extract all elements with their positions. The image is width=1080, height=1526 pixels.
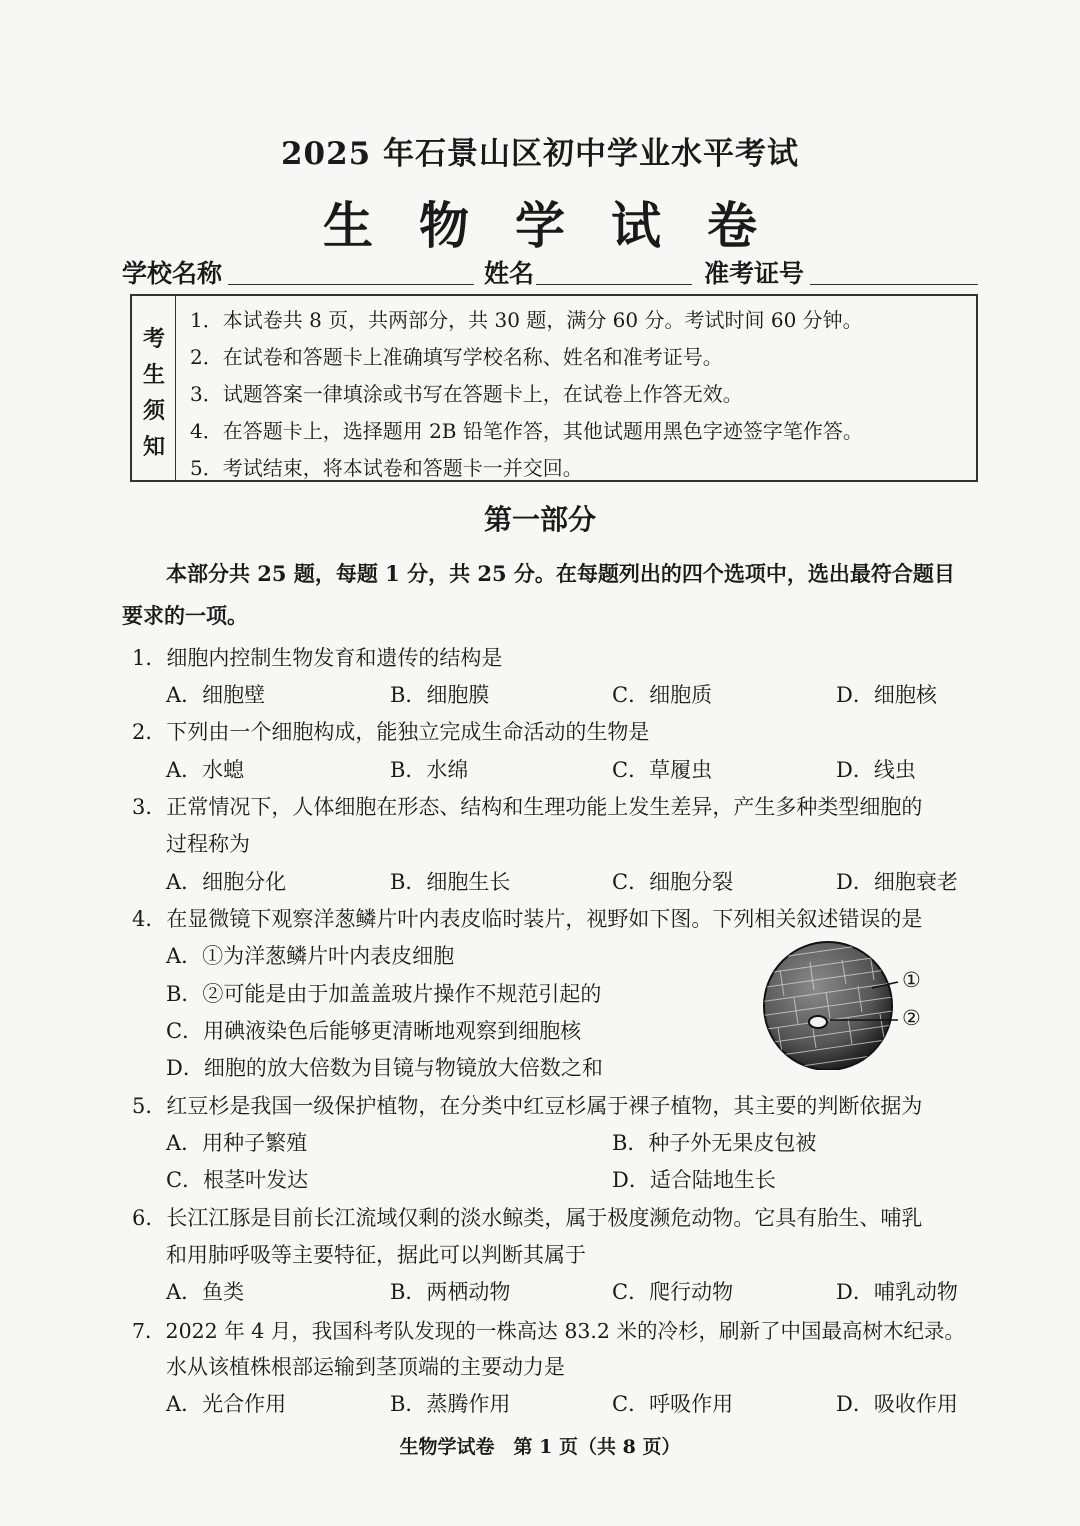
notice-side-label	[132, 296, 176, 480]
page-footer: 生物学试卷 第 1 页（共 8 页）	[399, 1436, 681, 1458]
question-stem: 6．长江江豚是目前长江流域仅剩的淡水鲸类，属于极度濒危动物。它具有胎生、哺乳	[132, 1206, 923, 1230]
option-b: B．蒸腾作用	[390, 1392, 511, 1416]
notice-item: 3．试题答案一律填涂或书写在答题卡上，在试卷上作答无效。	[190, 382, 743, 406]
option-d: D．细胞的放大倍数为目镜与物镜放大倍数之和	[166, 1056, 603, 1080]
option-b: B．细胞生长	[390, 870, 511, 894]
option-d: D．哺乳动物	[836, 1280, 958, 1304]
name-field[interactable]	[536, 284, 692, 285]
option-a: A．用种子繁殖	[166, 1131, 308, 1155]
question-stem-cont: 水从该植株根部运输到茎顶端的主要动力是	[166, 1355, 565, 1379]
option-d: D．吸收作用	[836, 1392, 958, 1416]
option-d: D．线虫	[836, 758, 916, 782]
option-a: A．鱼类	[166, 1280, 245, 1304]
option-a: A．细胞分化	[166, 870, 287, 894]
notice-side-char: 考	[142, 326, 165, 352]
ticket-label: 准考证号	[704, 259, 805, 288]
school-field[interactable]	[228, 284, 474, 285]
option-c: C．爬行动物	[612, 1280, 734, 1304]
option-a: A．水螅	[166, 758, 245, 782]
option-b: B．②可能是由于加盖盖玻片操作不规范引起的	[166, 982, 602, 1006]
question-stem: 5．红豆杉是我国一级保护植物，在分类中红豆杉属于裸子植物，其主要的判断依据为	[132, 1094, 923, 1118]
school-label: 学校名称	[122, 259, 223, 288]
question-stem: 4．在显微镜下观察洋葱鳞片叶内表皮临时装片，视野如下图。下列相关叙述错误的是	[132, 907, 923, 931]
notice-item: 4．在答题卡上，选择题用 2B 铅笔作答，其他试题用黑色字迹签字笔作答。	[190, 419, 863, 443]
exam-subject: 生物学试卷	[323, 196, 803, 255]
option-d: D．细胞衰老	[836, 870, 958, 894]
student-info	[122, 250, 978, 290]
microscope-field-figure	[760, 940, 1000, 1070]
option-d: D．细胞核	[836, 683, 937, 707]
option-c: C．呼吸作用	[612, 1392, 734, 1416]
option-b: B．种子外无果皮包被	[612, 1131, 817, 1155]
air-bubble-icon	[809, 1016, 827, 1028]
section-intro: 要求的一项。	[122, 603, 248, 628]
exam-notice	[130, 294, 978, 482]
option-a: A．光合作用	[166, 1392, 287, 1416]
figure-label-2: ②	[902, 1006, 921, 1030]
microscope-field-svg	[760, 940, 1000, 1070]
notice-item: 5．考试结束，将本试卷和答题卡一并交回。	[190, 456, 583, 480]
option-c: C．细胞分裂	[612, 870, 734, 894]
section-intro: 本部分共 25 题，每题 1 分，共 25 分。在每题列出的四个选项中，选出最符合题目	[166, 561, 955, 586]
exam-title: 2025 年石景山区初中学业水平考试	[280, 136, 800, 172]
question-stem: 3．正常情况下，人体细胞在形态、结构和生理功能上发生差异，产生多种类型细胞的	[132, 795, 923, 819]
question-stem-cont: 和用肺呼吸等主要特征，据此可以判断其属于	[166, 1243, 586, 1267]
question-stem-cont: 过程称为	[166, 832, 250, 856]
option-a: A．①为洋葱鳞片叶内表皮细胞	[166, 944, 455, 968]
section-title: 第一部分	[483, 503, 596, 536]
name-label: 姓名	[484, 259, 535, 288]
question-stem: 1．细胞内控制生物发育和遗传的结构是	[132, 646, 503, 670]
option-b: B．两栖动物	[390, 1280, 511, 1304]
option-d: D．适合陆地生长	[612, 1168, 776, 1192]
notice-item: 2．在试卷和答题卡上准确填写学校名称、姓名和准考证号。	[190, 345, 723, 369]
option-c: C．根茎叶发达	[166, 1168, 309, 1192]
option-a: A．细胞壁	[166, 683, 266, 707]
notice-side-char: 生	[142, 362, 165, 388]
option-c: C．用碘液染色后能够更清晰地观察到细胞核	[166, 1019, 582, 1043]
option-c: C．细胞质	[612, 683, 713, 707]
notice-side-char: 须	[142, 398, 165, 424]
question-stem: 7．2022 年 4 月，我国科考队发现的一株高达 83.2 米的冷杉，刷新了中国最高树木纪录。	[132, 1319, 965, 1343]
figure-label-1: ①	[902, 968, 921, 992]
option-b: B．水绵	[390, 758, 469, 782]
ticket-field[interactable]	[810, 284, 978, 285]
question-stem: 2．下列由一个细胞构成，能独立完成生命活动的生物是	[132, 720, 650, 744]
option-b: B．细胞膜	[390, 683, 490, 707]
option-c: C．草履虫	[612, 758, 713, 782]
notice-side-char: 知	[142, 434, 165, 460]
notice-item: 1．本试卷共 8 页，共两部分，共 30 题，满分 60 分。考试时间 60 分钟。	[190, 308, 863, 332]
